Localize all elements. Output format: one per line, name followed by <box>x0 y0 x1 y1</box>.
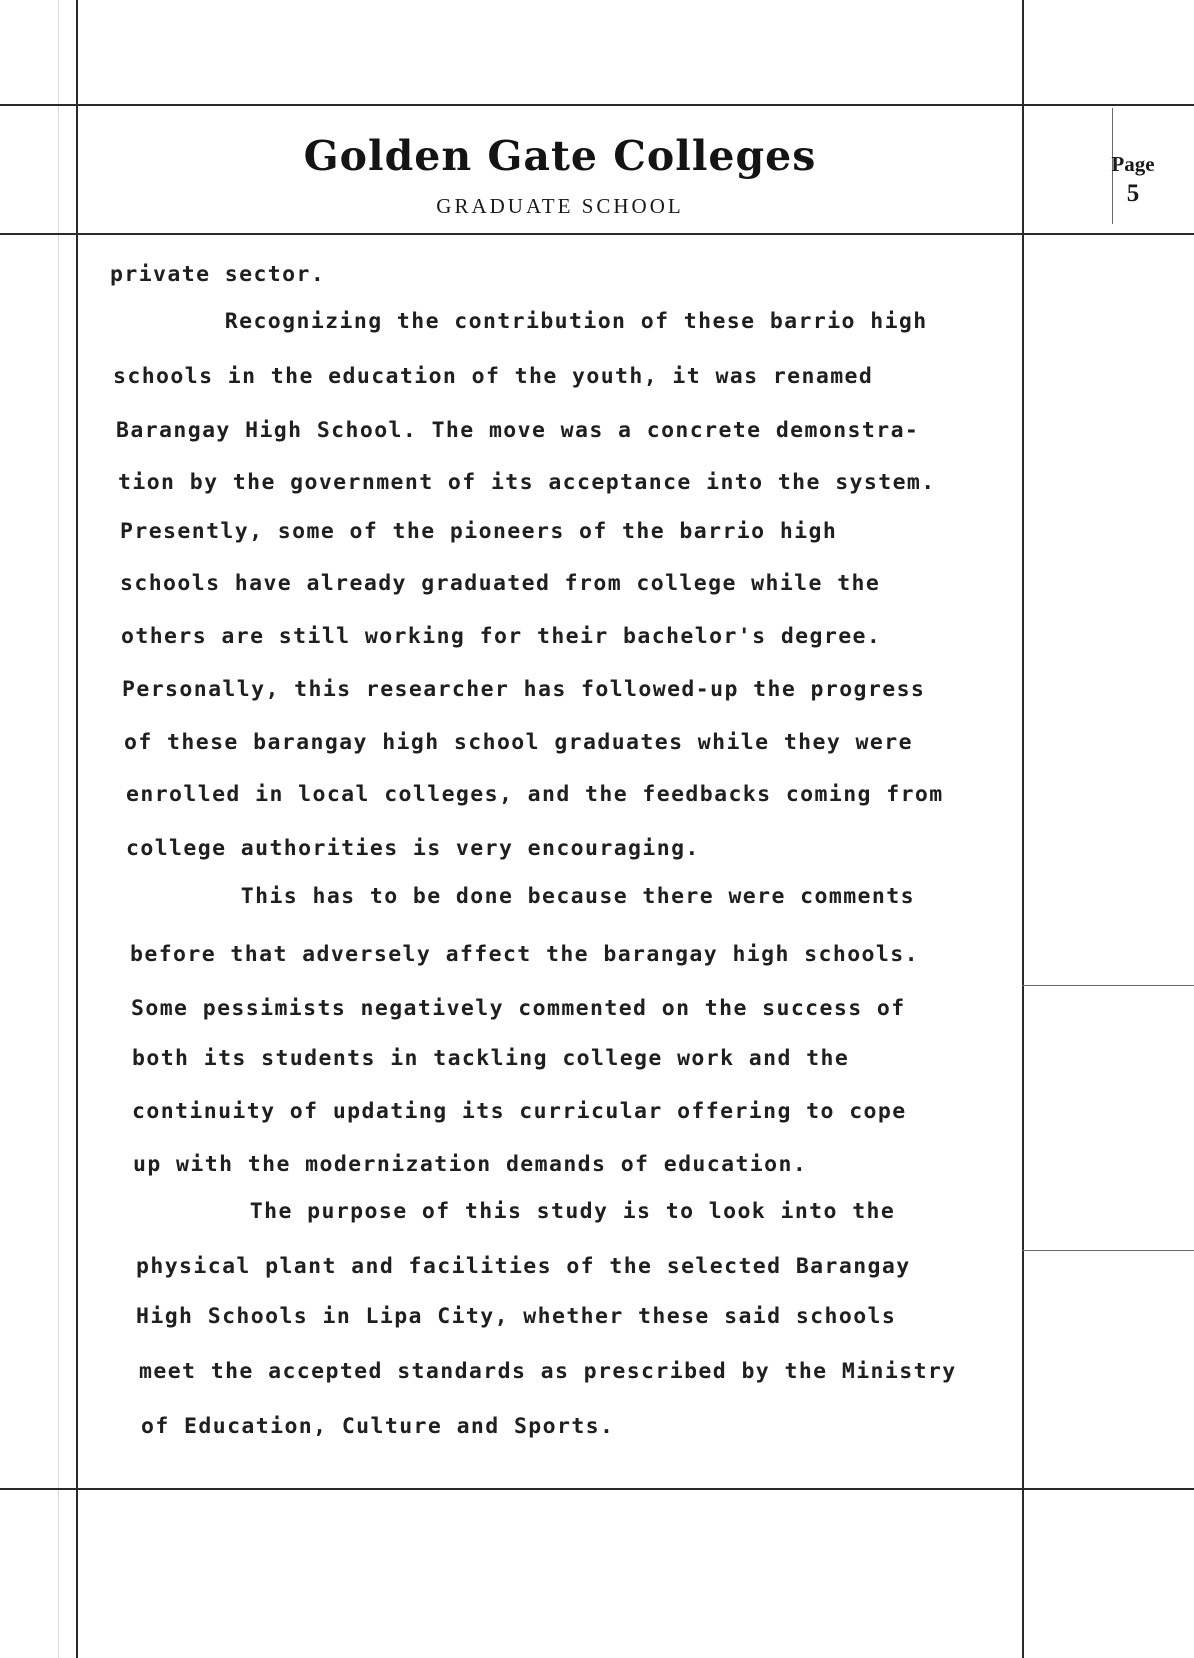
right-column-rule-1 <box>1022 985 1194 986</box>
body-line: of these barangay high school graduates while they were <box>124 730 913 755</box>
body-line: High Schools in Lipa City, whether these said schools <box>136 1304 897 1329</box>
body-line: Recognizing the contribution of these barrio high <box>110 309 928 334</box>
body-line: up with the modernization demands of education. <box>133 1152 808 1177</box>
left-margin-rule <box>76 0 78 1658</box>
page-number: 5 <box>1126 180 1140 207</box>
body-line: physical plant and facilities of the selected Barangay <box>136 1254 911 1279</box>
header-bottom-rule <box>0 233 1194 235</box>
body-line: college authorities is very encouraging. <box>126 836 700 861</box>
body-line: Personally, this researcher has followed-up the progress <box>122 677 926 702</box>
body-line: enrolled in local colleges, and the feedbacks coming from <box>126 782 944 807</box>
body-line: meet the accepted standards as prescribed by the Ministry <box>139 1359 957 1384</box>
body-line: This has to be done because there were comments <box>126 884 915 909</box>
body-line: private sector. <box>110 262 326 287</box>
body-line: Barangay High School. The move was a concrete demonstra- <box>116 418 920 443</box>
body-line: both its students in tackling college work and the <box>132 1046 850 1071</box>
body-line: The purpose of this study is to look into the <box>135 1199 896 1224</box>
body-line: of Education, Culture and Sports. <box>141 1414 615 1439</box>
body-line: others are still working for their bachelor's degree. <box>121 624 882 649</box>
body-line: Presently, some of the pioneers of the barrio high <box>120 519 838 544</box>
school-name: GRADUATE SCHOOL <box>436 194 684 218</box>
left-margin-rule-outer <box>58 0 59 1658</box>
right-margin-rule <box>1022 0 1024 1658</box>
body-line: continuity of updating its curricular offering to cope <box>132 1099 907 1124</box>
footer-rule <box>0 1488 1194 1490</box>
header-top-rule <box>0 104 1194 106</box>
body-line: schools in the education of the youth, it was renamed <box>113 364 874 389</box>
page-label: Page <box>1111 152 1155 176</box>
body-line: schools have already graduated from college while the <box>120 571 881 596</box>
college-name: Golden Gate Colleges <box>303 132 817 180</box>
body-line: Some pessimists negatively commented on the success of <box>131 996 906 1021</box>
body-line: before that adversely affect the barangay high schools. <box>130 942 919 967</box>
body-line: tion by the government of its acceptance into the system. <box>118 470 936 495</box>
right-column-rule-2 <box>1022 1250 1194 1251</box>
